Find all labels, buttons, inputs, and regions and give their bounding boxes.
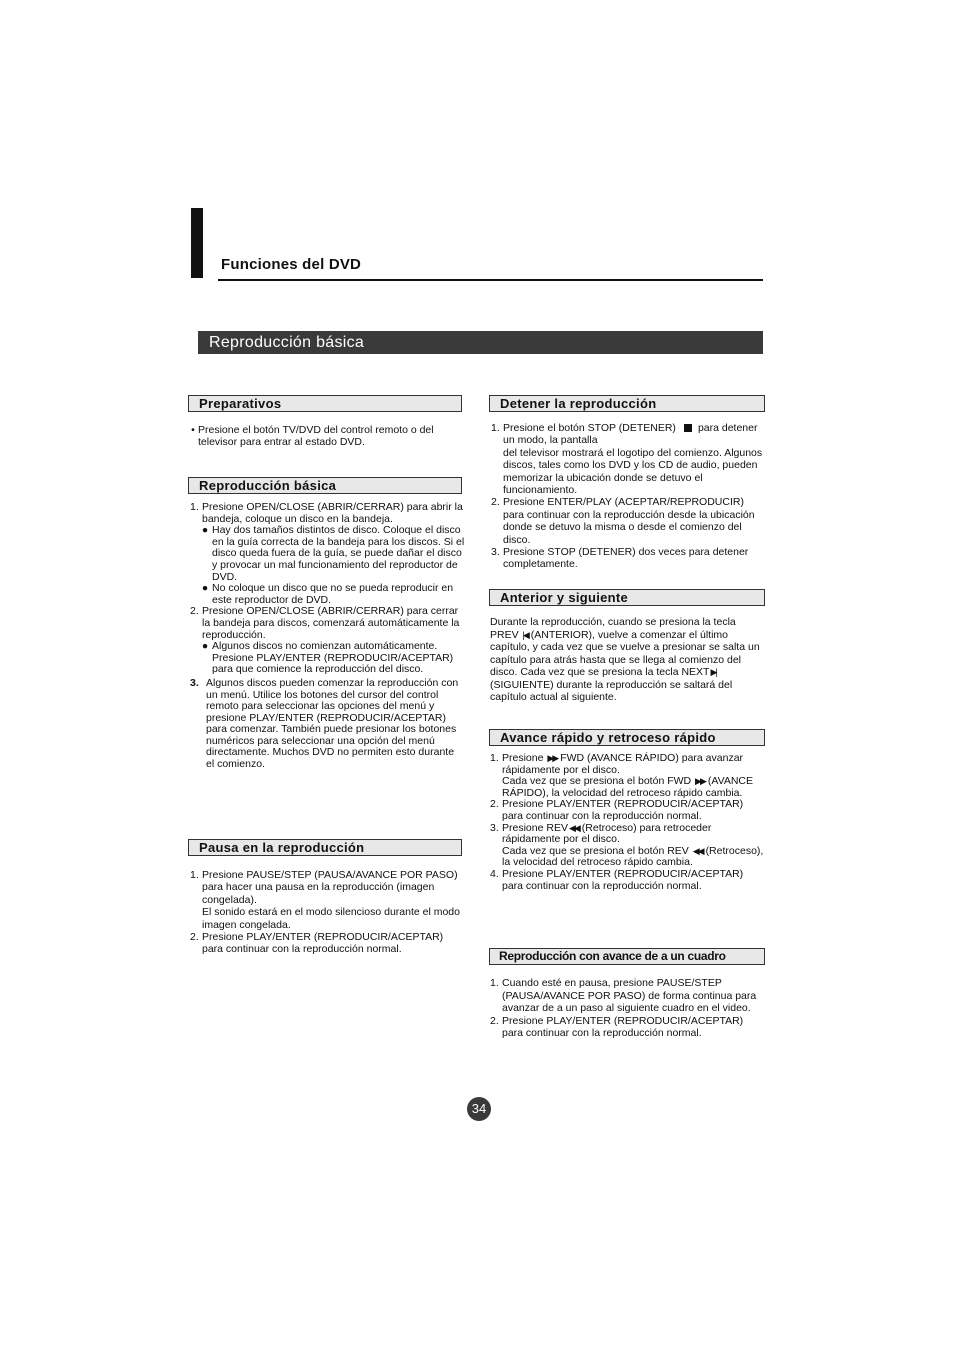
anterior-siguiente-text bbox=[490, 616, 765, 704]
fast-forward-icon: ▶▶ bbox=[695, 776, 705, 787]
preparativos-text bbox=[188, 425, 463, 448]
list-item-part: (AVANCE RÁPIDO), la velocidad del retroceso rápido cambia. bbox=[502, 775, 753, 799]
list-item: Presione OPEN/CLOSE (ABRIR/CERRAR) para abrir la bandeja, coloque un disco en la bandeja. bbox=[202, 501, 463, 525]
list-item: del televisor mostrará el logotipo del comienzo. Algunos discos, tales como los DVD y los CD de audio, pueden memorizar la ubicación donde se detuvo el funcionamiento. bbox=[503, 446, 763, 497]
list-item: Algunos discos pueden comenzar la reproducción con un menú. Utilice los botones del cursor del control remoto para seleccionar las opciones del menú y presione PLAY/ENTER (REPRODUCIR/ACEPTAR) para comenzar. También puede presionar los botones numéricos para seleccionar una opción del menú directamente. Muchos DVD no permiten esto durante el comienzo. bbox=[206, 676, 459, 771]
list-number: 2. bbox=[190, 931, 199, 944]
list-item bbox=[502, 753, 765, 776]
page-number: 34 bbox=[467, 1097, 491, 1121]
list-item-part: Presione REV bbox=[502, 821, 568, 834]
list-number: 3. bbox=[490, 821, 499, 834]
fast-forward-icon: ▶▶ bbox=[547, 753, 558, 763]
bullet-icon: ● bbox=[201, 524, 209, 537]
next-icon: ▶| bbox=[710, 667, 716, 677]
preparativos-bullet: Presione el botón TV/DVD del control remoto o del televisor para entrar al estado DVD. bbox=[198, 424, 434, 448]
list-item-part: Cada vez que se presiona el botón FWD bbox=[502, 775, 692, 788]
list-number: 1. bbox=[491, 422, 500, 434]
preparativos-heading: Preparativos bbox=[188, 395, 462, 412]
paragraph-part: Durante la reproducción, cuando se presiona la tecla PREV bbox=[490, 616, 736, 641]
list-item: Presione STOP (DETENER) dos veces para detener completamente. bbox=[503, 546, 749, 571]
list-number: 2. bbox=[490, 798, 499, 811]
detener-heading: Detener la reproducción bbox=[489, 395, 765, 412]
list-number: 1. bbox=[190, 501, 199, 513]
list-item-part: (Retroceso), la velocidad del retroceso rápido cambia. bbox=[502, 844, 764, 869]
list-item: No coloque un disco que no se pueda reproducir en este reproductor de DVD. bbox=[212, 582, 454, 606]
list-number: 3. bbox=[491, 546, 500, 559]
avance-cuadro-heading: Reproducción con avance de a un cuadro bbox=[489, 948, 765, 965]
reproduccion-basica-text bbox=[190, 502, 465, 771]
list-item: Presione PLAY/ENTER (REPRODUCIR/ACEPTAR) para continuar con la reproducción normal. bbox=[502, 867, 744, 892]
list-number: 3. bbox=[190, 676, 199, 689]
rewind-icon: ◀◀ bbox=[568, 822, 579, 833]
list-item bbox=[503, 422, 765, 447]
paragraph-part: (SIGUIENTE) durante la reproducción se saltará del capítulo actual al siguiente. bbox=[490, 678, 733, 703]
detener-text bbox=[491, 422, 765, 571]
rewind-icon: ◀◀ bbox=[692, 845, 703, 856]
list-number: 1. bbox=[490, 977, 499, 989]
reproduccion-basica-heading: Reproducción básica bbox=[188, 477, 462, 494]
list-number: 2. bbox=[190, 605, 199, 618]
list-item bbox=[502, 823, 765, 846]
list-item-part: para detener un modo, la pantalla bbox=[503, 422, 758, 447]
list-item: Presione ENTER/PLAY (ACEPTAR/REPRODUCIR) para continuar con la reproducción desde la ubicación donde se detuvo la misma o desde el comienzo del disco. bbox=[503, 496, 755, 546]
stop-icon bbox=[684, 424, 692, 432]
list-number: 4. bbox=[490, 867, 499, 880]
list-item: El sonido estará en el modo silencioso durante el modo imagen congelada. bbox=[202, 906, 460, 931]
list-item-part: Presione el botón STOP (DETENER) bbox=[503, 422, 676, 434]
chapter-rule bbox=[218, 279, 763, 281]
list-item: Presione OPEN/CLOSE (ABRIR/CERRAR) para cerrar la bandeja para discos, comenzará automáticamente la reproducción. bbox=[202, 605, 460, 641]
list-item-part: FWD (AVANCE RÁPIDO) para avanzar rápidamente por el disco. bbox=[502, 752, 744, 776]
bullet-icon: ● bbox=[201, 582, 209, 595]
pausa-heading: Pausa en la reproducción bbox=[188, 839, 462, 856]
list-item: Presione PLAY/ENTER (REPRODUCIR/ACEPTAR) para continuar con la reproducción normal. bbox=[502, 798, 744, 822]
section-banner: Reproducción básica bbox=[198, 331, 763, 354]
list-number: 1. bbox=[190, 869, 199, 881]
list-item: Hay dos tamaños distintos de disco. Coloque el disco en la guía correcta de la bandeja para los discos. Si el disco queda fuera de la guía, se puede dañar el disco y provocar un mal funcionamiento del reproductor de DVD. bbox=[212, 524, 465, 583]
avance-cuadro-text bbox=[490, 977, 765, 1040]
avance-retroceso-text bbox=[490, 753, 765, 892]
bullet-icon: ● bbox=[201, 640, 209, 653]
list-item: Presione PAUSE/STEP (PAUSA/AVANCE POR PASO) para hacer una pausa en la reproducción (imagen congelada). bbox=[202, 869, 458, 906]
list-number: 1. bbox=[490, 752, 499, 764]
list-number: 2. bbox=[490, 1014, 499, 1027]
chapter-marker-bar bbox=[191, 208, 203, 278]
list-number: 2. bbox=[491, 496, 500, 509]
prev-icon: |◀ bbox=[522, 629, 528, 640]
list-item: Cuando esté en pausa, presione PAUSE/STEP (PAUSA/AVANCE POR PASO) de forma continua para avanzar de a un paso al siguiente cuadro en el video. bbox=[502, 977, 757, 1014]
pausa-text bbox=[190, 869, 462, 956]
chapter-title: Funciones del DVD bbox=[221, 256, 362, 273]
list-item-part: (Retroceso) para retroceder rápidamente por el disco. bbox=[502, 821, 712, 846]
anterior-siguiente-heading: Anterior y siguiente bbox=[489, 589, 765, 606]
list-item-part: Presione bbox=[502, 752, 544, 764]
list-item: Presione PLAY/ENTER (REPRODUCIR/ACEPTAR) para continuar con la reproducción normal. bbox=[502, 1014, 744, 1039]
bullet-icon: • bbox=[191, 424, 195, 436]
paragraph-part: (ANTERIOR), vuelve a comenzar el último capítulo, y cada vez que se vuelve a presionar se salta un capítulo para atrás hasta que se llega al comienzo del disco. Cada vez que se presiona la tecla NEXT bbox=[490, 628, 760, 678]
avance-retroceso-heading: Avance rápido y retroceso rápido bbox=[489, 729, 765, 746]
list-item: Presione PLAY/ENTER (REPRODUCIR/ACEPTAR) para continuar con la reproducción normal. bbox=[202, 931, 444, 956]
list-item-part: Cada vez que se presiona el botón REV bbox=[502, 844, 689, 857]
list-item: Algunos discos no comienzan automáticamente. Presione PLAY/ENTER (REPRODUCIR/ACEPTAR) para que comience la reproducción del disco. bbox=[212, 640, 454, 676]
